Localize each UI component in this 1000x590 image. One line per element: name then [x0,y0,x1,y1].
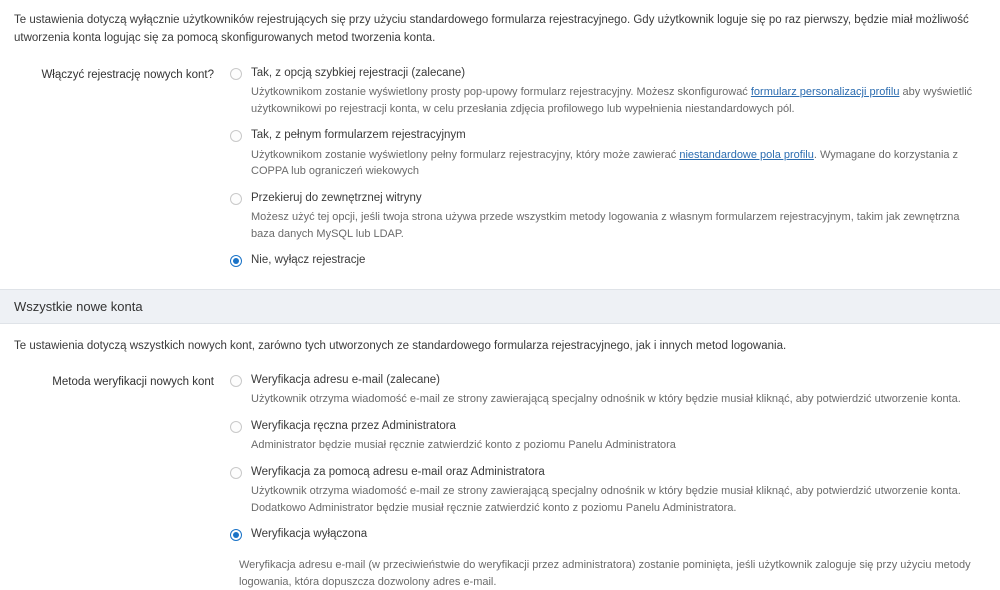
verification-option-email-and-admin[interactable] [230,465,986,517]
verification-option-email[interactable] [230,373,986,408]
custom-profile-fields-link[interactable]: niestandardowe pola profilu [679,148,814,161]
registration-label: Włączyć rejestrację nowych kont? [41,68,214,81]
registration-field-row [0,66,1000,269]
verification-option-manual-admin[interactable] [230,419,986,454]
option-body [251,527,986,543]
profile-customization-link[interactable]: formularz personalizacji profilu [750,86,900,99]
option-description: Administrator będzie musiał ręcznie zatwierdzić konto z poziomu Panelu Administratora [251,439,676,452]
verification-trailing-note [216,557,1000,590]
option-body [251,253,986,269]
option-desc-after: aby wyświetlić użytkownikowi po rejestracji konta, w celu przesłania zdjęcia profilowego lub wypełnienia niestandardowych pól. [251,86,973,115]
option-title: Przekieruj do zewnętrznej witryny [251,191,422,204]
verification-option-disabled[interactable] [230,527,986,543]
option-body [251,128,986,180]
option-description: Możesz użyć tej opcji, jeśli twoja strona używa przede wszystkim metody logowania z własnym formularzem rejestracyjnym, takim jak zewnętrzna baza danych MySQL lub LDAP. [251,211,960,240]
option-description [251,84,986,117]
verification-trailing-note-text: Weryfikacja adresu e-mail (w przeciwieństwie do weryfikacji przez administratora) zostanie pominięta, jeśli użytkownik zaloguje się przy użyciu metody logowania, która dopuszcza dozwolony adres e-mail. [239,559,971,588]
option-title: Weryfikacja za pomocą adresu e-mail oraz Administratora [251,465,545,478]
option-desc-before: Użytkownikom zostanie wyświetlony pełny formularz rejestracyjny, który może zawierać [251,148,680,161]
option-body [251,66,986,118]
option-description: Użytkownik otrzyma wiadomość e-mail ze strony zawierającą specjalny odnośnik w który będzie musiał kliknąć, aby potwierdzić utworzenie konta. [251,393,961,406]
option-body [251,191,986,243]
option-body [251,465,986,517]
option-title: Nie, wyłącz rejestracje [251,254,366,267]
intro-paragraph: Te ustawienia dotyczą wyłącznie użytkowników rejestrujących się przy użyciu standardowego formularza rejestracyjnego. Gdy użytkownik loguje się po raz pierwszy, będzie miał możliwość utworzenia konta logując się za pomocą skonfigurowanych metod tworzenia konta. [14,14,969,44]
radio-icon[interactable] [230,375,242,387]
registration-option-full-form[interactable] [230,128,986,180]
option-desc-before: Użytkownikom zostanie wyświetlony prosty pop-upowy formularz rejestracyjny. Możesz skonfigurować [251,86,751,99]
option-title: Weryfikacja adresu e-mail (zalecane) [251,373,440,386]
radio-icon[interactable] [230,255,242,267]
option-title: Weryfikacja wyłączona [251,528,368,541]
section-note: Te ustawienia dotyczą wszystkich nowych kont, zarówno tych utworzonych ze standardowego formularza rejestracyjnego, jak i innych metod logowania. [14,339,787,352]
option-description [251,147,986,180]
section-header-all-new-accounts: Wszystkie nowe konta [0,289,1000,324]
option-title: Weryfikacja ręczna przez Administratora [251,419,456,432]
registration-options-group [230,66,986,269]
registration-option-disabled[interactable] [230,253,986,269]
registration-option-quick[interactable] [230,66,986,118]
registration-option-external-redirect[interactable] [230,191,986,243]
verification-options-group [230,373,986,543]
radio-icon[interactable] [230,130,242,142]
option-body [251,373,986,408]
option-title: Tak, z opcją szybkiej rejestracji (zalecane) [251,66,466,79]
option-body [251,419,986,454]
radio-icon[interactable] [230,467,242,479]
option-title: Tak, z pełnym formularzem rejestracyjnym [251,129,466,142]
radio-icon[interactable] [230,68,242,80]
verification-field-row [0,373,1000,543]
radio-icon[interactable] [230,529,242,541]
radio-icon[interactable] [230,193,242,205]
verification-label: Metoda weryfikacji nowych kont [52,375,214,388]
option-desc-after: . Wymagane do korzystania z COPPA lub ograniczeń wiekowych [251,148,959,178]
radio-icon[interactable] [230,421,242,433]
option-description: Użytkownik otrzyma wiadomość e-mail ze strony zawierającą specjalny odnośnik w który będzie musiał kliknąć, aby potwierdzić utworzenie konta. Dodatkowo Administrator będzie musiał ręcznie zatwierdzić konto z poziomu Panelu Administratora. [251,485,961,514]
